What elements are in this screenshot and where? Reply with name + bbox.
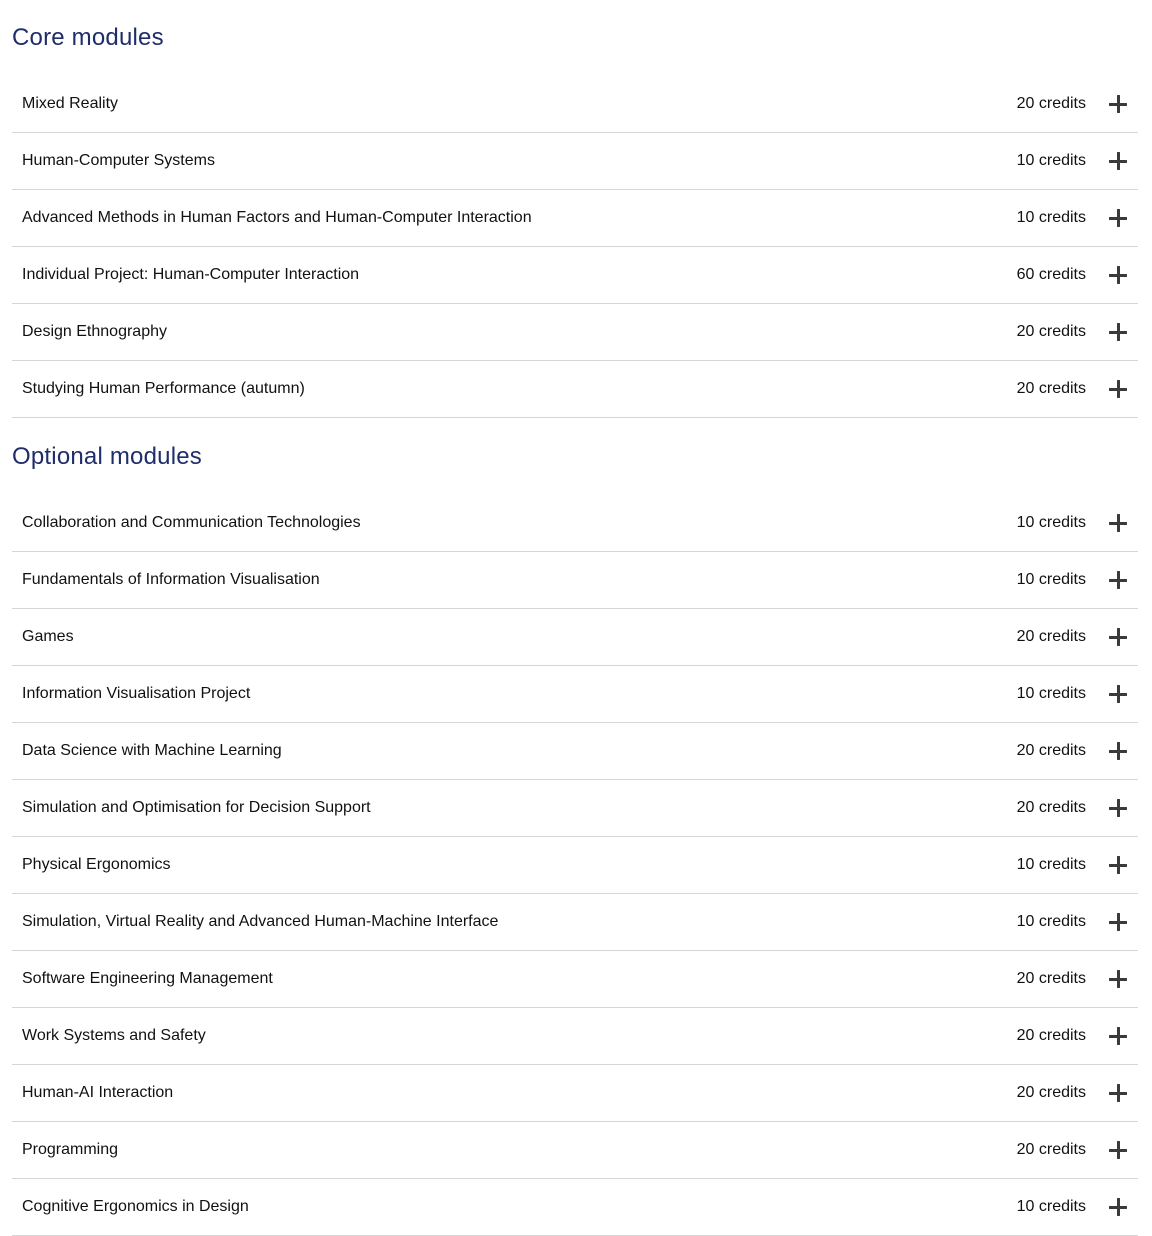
core-modules-heading: Core modules [12, 24, 164, 51]
module-credits: 60 credits [1016, 266, 1086, 283]
module-credits: 10 credits [1016, 685, 1086, 702]
plus-icon[interactable] [1108, 912, 1128, 932]
plus-icon[interactable] [1108, 1026, 1128, 1046]
module-title: Information Visualisation Project [22, 685, 251, 702]
optional-modules-section [12, 419, 1138, 1236]
module-credits: 20 credits [1016, 970, 1086, 987]
plus-icon[interactable] [1108, 513, 1128, 533]
plus-icon[interactable] [1108, 798, 1128, 818]
plus-icon[interactable] [1108, 379, 1128, 399]
plus-icon[interactable] [1108, 94, 1128, 114]
module-title: Simulation, Virtual Reality and Advanced Human-Machine Interface [22, 913, 499, 930]
plus-icon[interactable] [1108, 741, 1128, 761]
optional-modules-heading: Optional modules [12, 443, 202, 470]
module-row[interactable] [12, 894, 1138, 951]
module-row[interactable] [12, 780, 1138, 837]
core-modules-list [12, 76, 1138, 418]
module-row[interactable] [12, 1122, 1138, 1179]
module-row[interactable] [12, 609, 1138, 666]
plus-icon[interactable] [1108, 265, 1128, 285]
module-title: Studying Human Performance (autumn) [22, 380, 305, 397]
core-modules-section [12, 0, 1138, 418]
module-credits: 10 credits [1016, 856, 1086, 873]
plus-icon[interactable] [1108, 1083, 1128, 1103]
module-credits: 20 credits [1016, 799, 1086, 816]
module-credits: 10 credits [1016, 913, 1086, 930]
plus-icon[interactable] [1108, 151, 1128, 171]
module-credits: 20 credits [1016, 628, 1086, 645]
module-credits: 20 credits [1016, 323, 1086, 340]
plus-icon[interactable] [1108, 969, 1128, 989]
module-title: Programming [22, 1141, 119, 1158]
module-credits: 10 credits [1016, 152, 1086, 169]
module-row[interactable] [12, 361, 1138, 418]
module-title: Physical Ergonomics [22, 856, 171, 873]
module-title: Data Science with Machine Learning [22, 742, 282, 759]
plus-icon[interactable] [1108, 570, 1128, 590]
module-row[interactable] [12, 133, 1138, 190]
module-row[interactable] [12, 495, 1138, 552]
module-title: Fundamentals of Information Visualisation [22, 571, 320, 588]
plus-icon[interactable] [1108, 1140, 1128, 1160]
module-title: Mixed Reality [22, 95, 119, 112]
module-title: Design Ethnography [22, 323, 167, 340]
module-title: Human-AI Interaction [22, 1084, 174, 1101]
plus-icon[interactable] [1108, 1197, 1128, 1217]
module-title: Cognitive Ergonomics in Design [22, 1198, 249, 1215]
module-title: Collaboration and Communication Technologies [22, 514, 361, 531]
module-title: Software Engineering Management [22, 970, 273, 987]
module-credits: 10 credits [1016, 571, 1086, 588]
module-row[interactable] [12, 1179, 1138, 1236]
module-row[interactable] [12, 723, 1138, 780]
module-row[interactable] [12, 190, 1138, 247]
module-credits: 10 credits [1016, 209, 1086, 226]
module-credits: 20 credits [1016, 1141, 1086, 1158]
plus-icon[interactable] [1108, 322, 1128, 342]
plus-icon[interactable] [1108, 684, 1128, 704]
module-title: Work Systems and Safety [22, 1027, 206, 1044]
module-row[interactable] [12, 837, 1138, 894]
module-row[interactable] [12, 552, 1138, 609]
module-title: Simulation and Optimisation for Decision Support [22, 799, 371, 816]
module-row[interactable] [12, 1065, 1138, 1122]
module-title: Individual Project: Human-Computer Interaction [22, 266, 360, 283]
module-row[interactable] [12, 247, 1138, 304]
module-credits: 20 credits [1016, 1084, 1086, 1101]
optional-modules-list [12, 495, 1138, 1236]
module-row[interactable] [12, 76, 1138, 133]
module-credits: 20 credits [1016, 742, 1086, 759]
module-row[interactable] [12, 304, 1138, 361]
module-credits: 20 credits [1016, 95, 1086, 112]
module-row[interactable] [12, 666, 1138, 723]
module-credits: 10 credits [1016, 1198, 1086, 1215]
module-credits: 10 credits [1016, 514, 1086, 531]
module-title: Human-Computer Systems [22, 152, 215, 169]
module-row[interactable] [12, 951, 1138, 1008]
module-title: Games [22, 628, 74, 645]
module-row[interactable] [12, 1008, 1138, 1065]
module-credits: 20 credits [1016, 1027, 1086, 1044]
module-title: Advanced Methods in Human Factors and Human-Computer Interaction [22, 209, 532, 226]
plus-icon[interactable] [1108, 627, 1128, 647]
plus-icon[interactable] [1108, 855, 1128, 875]
module-credits: 20 credits [1016, 380, 1086, 397]
plus-icon[interactable] [1108, 208, 1128, 228]
